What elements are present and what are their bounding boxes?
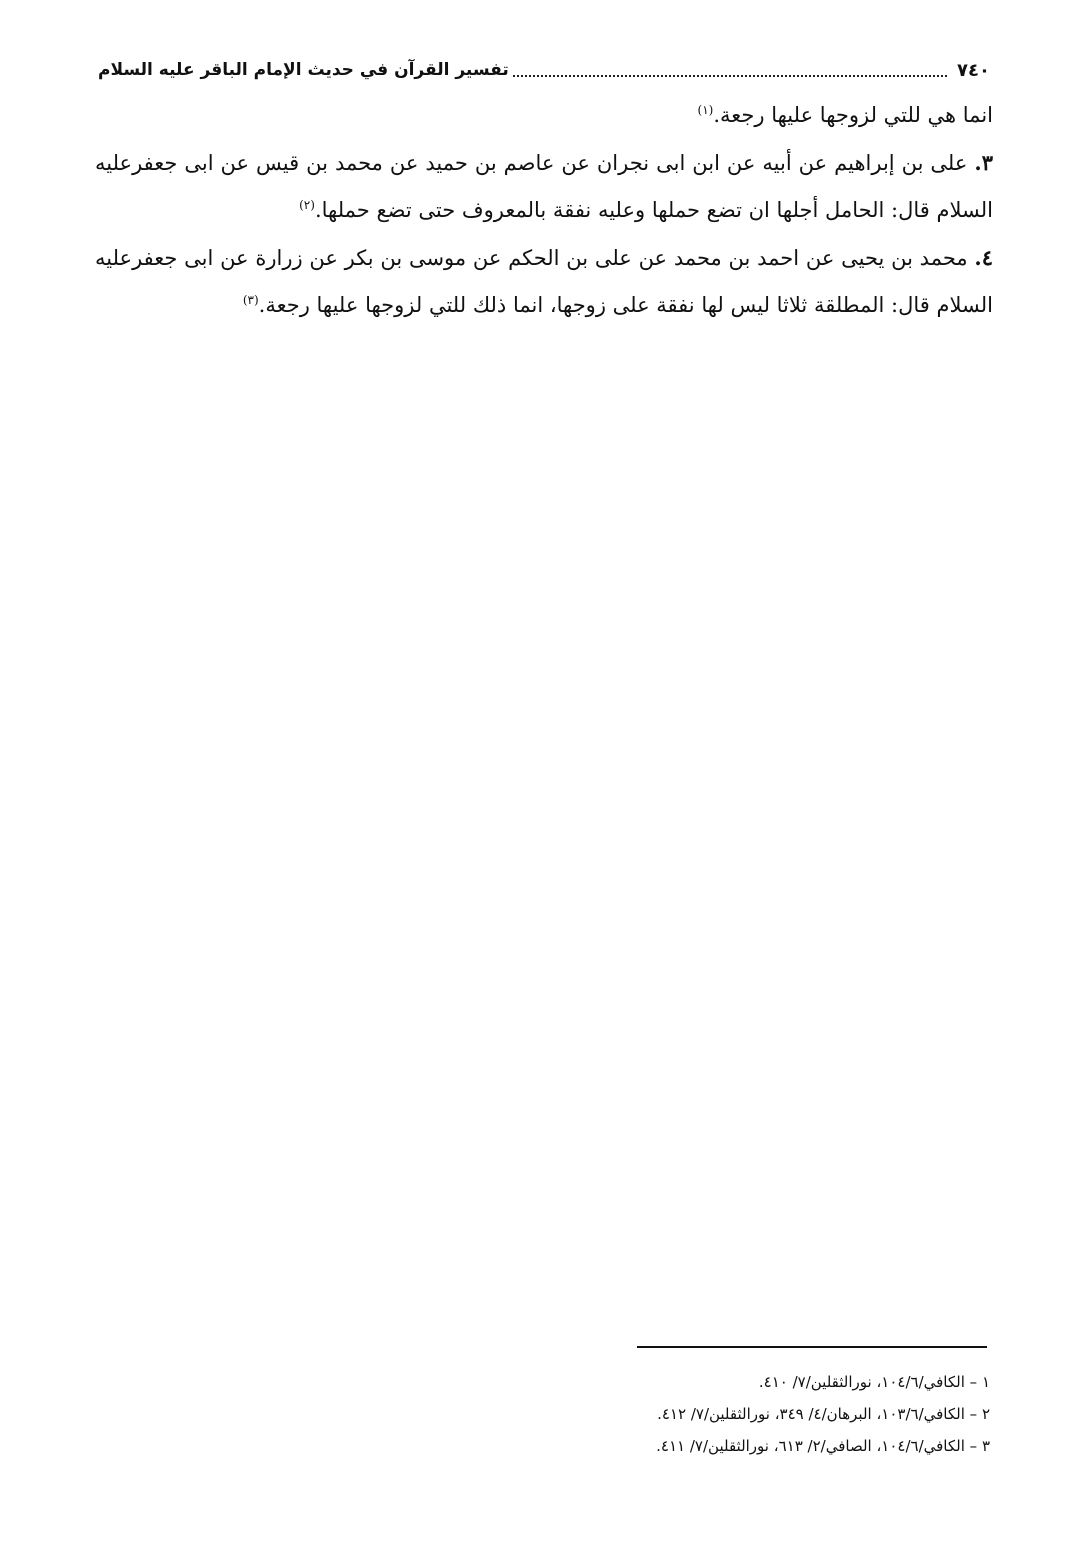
hadith-number-3: ٣.	[974, 150, 993, 175]
page-header	[98, 52, 990, 88]
footnote-ref-1: (١)	[697, 103, 714, 117]
footnotes	[400, 1366, 990, 1462]
footnote-ref-2: (٢)	[299, 198, 315, 212]
paragraph-1	[95, 92, 993, 139]
hadith-number-4: ٤.	[974, 245, 993, 270]
paragraph-3	[95, 234, 993, 329]
footnote-3: ٣ – الكافي/١٠٤/٦، الصافي/٢/ ٦١٣، نورالثقلين/٧/ ٤١١.	[656, 1437, 990, 1455]
header-leader-dots	[513, 75, 947, 77]
page-number: ٧٤٠	[957, 59, 990, 81]
paragraph-2-text: على بن إبراهيم عن أبيه عن ابن ابى نجران عن عاصم بن حميد عن محمد بن قيس عن ابى جعفرعليه السلام قال: الحامل أجلها ان تضع حملها وعليه نفقة بالمعروف حتى تضع حملها.	[95, 151, 993, 222]
paragraph-3-text: محمد بن يحيى عن احمد بن محمد عن على بن الحكم عن موسى بن بكر عن زرارة عن ابى جعفرعليه السلام قال: المطلقة ثلاثا ليس لها نفقة على زوجها، انما ذلك للتي لزوجها عليها رجعة.	[95, 246, 993, 317]
paragraph-2	[95, 139, 993, 234]
paragraph-1-text: انما هي للتي لزوجها عليها رجعة.	[713, 103, 993, 127]
footnote-ref-3: (٣)	[242, 293, 259, 307]
main-text	[95, 92, 993, 329]
running-title: تفسير القرآن في حديث الإمام الباقر عليه السلام	[98, 60, 509, 80]
footnote-1: ١ – الكافي/١٠٤/٦، نورالثقلين/٧/ ٤١٠.	[758, 1373, 990, 1391]
footnote-2: ٢ – الكافي/١٠٣/٦، البرهان/٤/ ٣٤٩، نورالثقلين/٧/ ٤١٢.	[657, 1405, 990, 1423]
footnote-separator	[637, 1346, 987, 1348]
